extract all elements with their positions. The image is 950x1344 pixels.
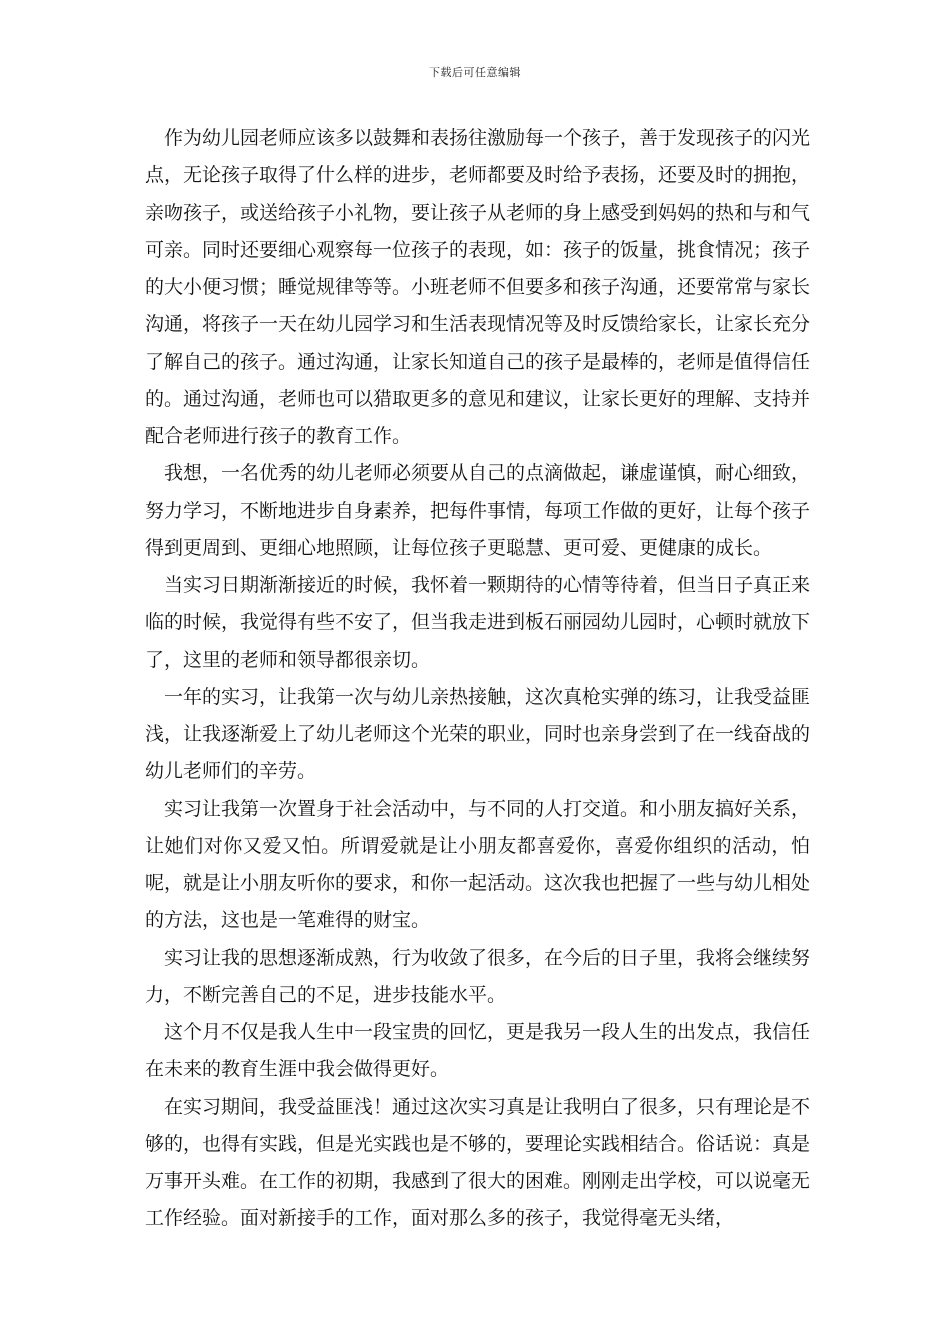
- paragraph: 作为幼儿园老师应该多以鼓舞和表扬往激励每一个孩子，善于发现孩子的闪光点，无论孩子取得了什么样的进步，老师都要及时给予表扬，还要及时的拥抱，亲吻孩子，或送给孩子小礼物，要让孩子从老师的身上感受到妈妈的热和与和气可亲。同时还要细心观察每一位孩子的表现，如：孩子的饭量，挑食情况；孩子的大小便习惯；睡觉规律等等。小班老师不但要多和孩子沟通，还要常常与家长沟通，将孩子一天在幼儿园学习和生活表现情况等及时反馈给家长，让家长充分了解自己的孩子。通过沟通，让家长知道自己的孩子是最棒的，老师是值得信任的。通过沟通，老师也可以猎取更多的意见和建议，让家长更好的理解、支持并配合老师进行孩子的教育工作。: [145, 127, 811, 447]
- paragraph: 一年的实习，让我第一次与幼儿亲热接触，这次真枪实弹的练习，让我受益匪浅，让我逐渐爱上了幼儿老师这个光荣的职业，同时也亲身尝到了在一线奋战的幼儿老师们的辛劳。: [145, 685, 811, 783]
- paragraph: 在实习期间，我受益匪浅！通过这次实习真是让我明白了很多，只有理论是不够的，也得有实践，但是光实践也是不够的，要理论实践相结合。俗话说：真是万事开头难。在工作的初期，我感到了很大的困难。刚刚走出学校，可以说毫无工作经验。面对新接手的工作，面对那么多的孩子，我觉得毫无头绪，: [145, 1095, 811, 1230]
- paragraph: 实习让我第一次置身于社会活动中，与不同的人打交道。和小朋友搞好关系，让她们对你又爱又怕。所谓爱就是让小朋友都喜爱你，喜爱你组织的活动，怕呢，就是让小朋友听你的要求，和你一起活动。这次我也把握了一些与幼儿相处的方法，这也是一笔难得的财宝。: [145, 797, 811, 932]
- paragraph: 当实习日期渐渐接近的时候，我怀着一颗期待的心情等待着，但当日子真正来临的时候，我觉得有些不安了，但当我走进到板石丽园幼儿园时，心顿时就放下了，这里的老师和领导都很亲切。: [145, 574, 811, 671]
- document-body: [145, 120, 810, 1238]
- paragraph: 实习让我的思想逐渐成熟，行为收敛了很多，在今后的日子里，我将会继续努力，不断完善自己的不足，进步技能水平。: [145, 946, 811, 1006]
- paragraph: 这个月不仅是我人生中一段宝贵的回忆，更是我另一段人生的出发点，我信任在未来的教育生涯中我会做得更好。: [145, 1021, 811, 1081]
- paragraph: 我想，一名优秀的幼儿老师必须要从自己的点滴做起，谦虚谨慎，耐心细致，努力学习，不断地进步自身素养，把每件事情，每项工作做的更好，让每个孩子得到更周到、更细心地照顾，让每位孩子更聪慧、更可爱、更健康的成长。: [145, 462, 811, 559]
- page-header-note: 下载后可任意编辑: [429, 66, 521, 79]
